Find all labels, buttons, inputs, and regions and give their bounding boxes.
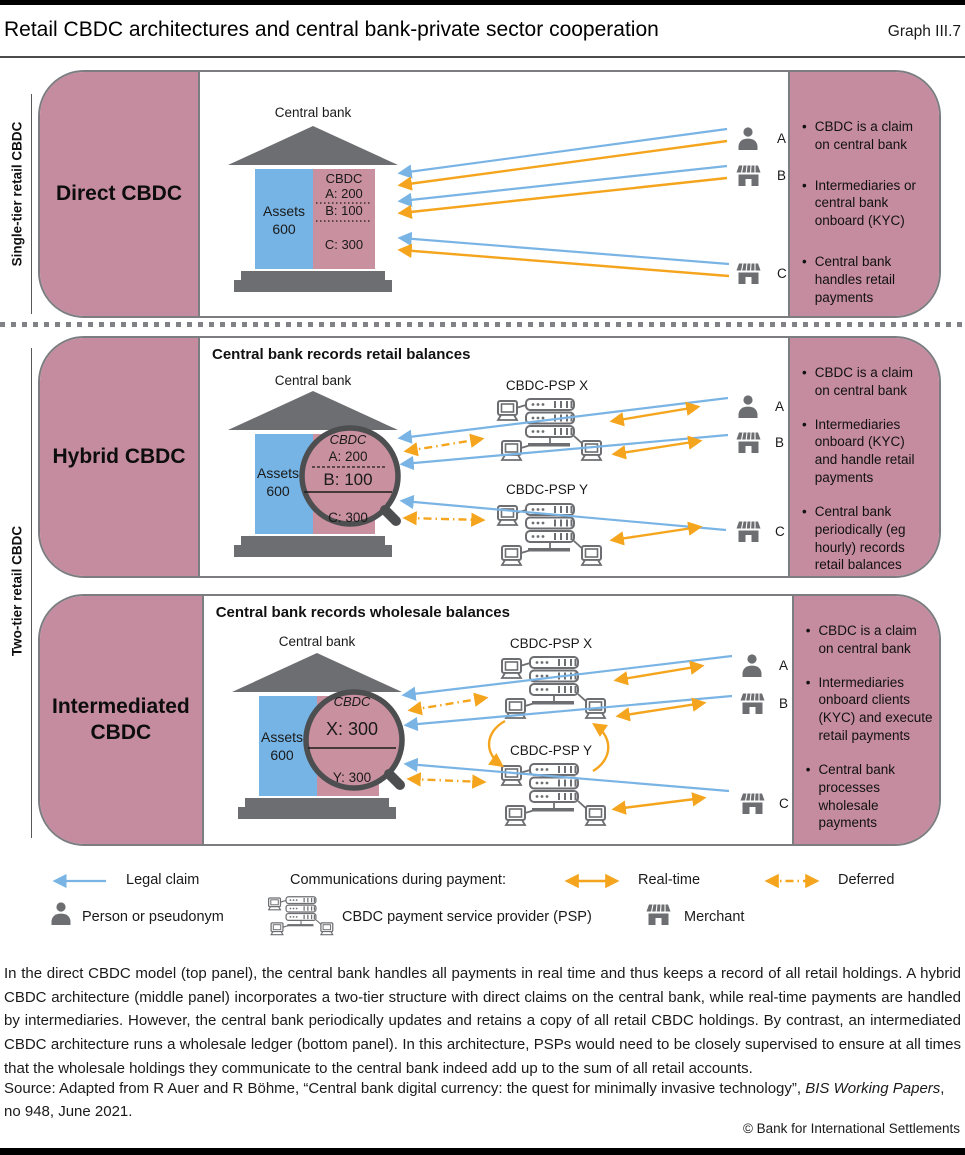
panel-hybrid-bullets bbox=[788, 338, 939, 576]
legal-claim-arrow-icon bbox=[46, 874, 110, 888]
central-bank-building-icon bbox=[228, 126, 398, 292]
psp-x-label: CBDC-PSP X bbox=[505, 378, 589, 393]
real-time-arrow bbox=[613, 407, 697, 421]
legend-deferred-label: Deferred bbox=[838, 872, 895, 888]
bullet-item: • Central bank periodically (eg hourly) records retail balances bbox=[802, 503, 931, 574]
real-time-arrow bbox=[613, 527, 699, 540]
legal-claim-arrow bbox=[401, 129, 727, 173]
participant-b-label: B bbox=[778, 696, 788, 711]
person-icon bbox=[739, 127, 758, 150]
legend bbox=[38, 862, 941, 952]
panel-intermediated-title: Intermediated CBDC bbox=[40, 596, 204, 844]
participant-a-label: A bbox=[775, 399, 785, 414]
legend-merchant-label: Merchant bbox=[684, 909, 745, 925]
ledger-row-a: A: 200 bbox=[325, 186, 363, 201]
bullet-item: • Intermediaries or central bank onboard (KYC) bbox=[802, 177, 931, 230]
merchant-icon bbox=[740, 694, 764, 715]
ledger-row-c: C: 300 bbox=[324, 237, 364, 252]
real-time-arrow bbox=[615, 798, 703, 809]
intermediated-cbdc-diagram bbox=[204, 596, 792, 844]
bullet-item: • Intermediaries onboard clients (KYC) and execute retail payments bbox=[806, 674, 935, 745]
merchant-icon bbox=[737, 522, 761, 543]
legend-psp-label: CBDC payment service provider (PSP) bbox=[342, 909, 592, 925]
legend-real-time-label: Real-time bbox=[638, 872, 701, 888]
deferred-arrow-icon bbox=[758, 874, 826, 888]
page-title: Retail CBDC architectures and central bank-private sector cooperation bbox=[4, 18, 659, 41]
source-note: Source: Adapted from R Auer and R Böhme, “Central bank digital currency: the quest for minimally invasive technology”, BIS Working Papers, no 948, June 2021. bbox=[4, 1080, 945, 1120]
panel-direct-diagram-area bbox=[200, 72, 788, 316]
panel-intermediated-subtitle: Central bank records wholesale balances bbox=[215, 604, 510, 621]
single-tier-bracket bbox=[31, 94, 33, 314]
merchant-icon bbox=[737, 166, 761, 187]
bullet-item: • Intermediaries onboard (KYC) and handle retail payments bbox=[802, 416, 931, 487]
central-bank-label: Central bank bbox=[274, 373, 352, 388]
wholesale-cycle-arrow bbox=[593, 725, 608, 771]
merchant-icon bbox=[737, 433, 761, 454]
bullet-item: • Central bank handles retail payments bbox=[802, 253, 931, 306]
deferred-arrow bbox=[410, 779, 483, 782]
real-time-arrow bbox=[401, 250, 729, 276]
wholesale-cycle-arrow bbox=[489, 721, 505, 765]
panel-intermediated-diagram-area bbox=[204, 596, 792, 844]
assets-label: Assets bbox=[262, 203, 306, 219]
panel-intermediated-bullets bbox=[792, 596, 941, 844]
person-icon bbox=[742, 654, 761, 677]
psp-y-label: CBDC-PSP Y bbox=[505, 482, 589, 497]
bullet-item: • CBDC is a claim on central bank bbox=[802, 118, 931, 154]
psp-icon bbox=[268, 896, 334, 936]
top-rule-bar bbox=[0, 0, 965, 5]
graph-number-label: Graph III.7 bbox=[887, 23, 961, 40]
header bbox=[4, 18, 961, 42]
panel-hybrid-subtitle: Central bank records retail balances bbox=[212, 346, 471, 363]
legend-legal-claim-label: Legal claim bbox=[126, 872, 200, 888]
legal-claim-arrow bbox=[401, 238, 729, 264]
psp-y-label: CBDC-PSP Y bbox=[509, 743, 592, 758]
participant-a-label: A bbox=[777, 131, 787, 146]
panel-hybrid-title: Hybrid CBDC bbox=[40, 338, 200, 576]
lens-row-x: X: 300 bbox=[325, 719, 378, 739]
lens-row-a: A: 200 bbox=[328, 449, 368, 464]
title-underline bbox=[0, 56, 965, 58]
tier-separator-dashed-line bbox=[0, 322, 965, 327]
panel-intermediated-cbdc bbox=[38, 594, 941, 846]
participant-b-label: B bbox=[775, 435, 785, 450]
bullet-item: • Central bank processes wholesale payments bbox=[806, 761, 935, 832]
lens-ledger-title: CBDC bbox=[329, 432, 367, 447]
single-tier-label: Single-tier retail CBDC bbox=[9, 121, 24, 267]
lens-row-y: Y: 300 bbox=[332, 770, 371, 785]
legal-claim-arrow bbox=[407, 696, 732, 725]
two-tier-bracket bbox=[31, 348, 33, 838]
single-tier-rail bbox=[0, 70, 33, 318]
bullet-item: • CBDC is a claim on central bank bbox=[806, 622, 935, 658]
participant-a-label: A bbox=[778, 658, 788, 673]
merchant-icon bbox=[645, 903, 672, 925]
central-bank-label: Central bank bbox=[274, 105, 352, 120]
figure-caption-text: In the direct CBDC model (top panel), the central bank handles all payments in real time and thus keeps a record of all retail holdings. A hybrid CBDC architecture (middle panel) incorporates a two-tier structure with direct claims on the central bank, while real-time payments are handled by intermediaries. However, the central bank periodically updates and retains a copy of all retail CBDC holdings. By contrast, an intermediated CBDC architecture runs a wholesale ledger (bottom panel). In this architecture, PSPs would need to be closely supervised to ensure at all times that the wholesale holdings they communicate to the central bank indeed add up to the sum of all retail accounts. bbox=[4, 965, 961, 1077]
assets-label: Assets bbox=[260, 729, 303, 745]
assets-value: 600 bbox=[272, 221, 296, 237]
panel-hybrid-diagram-area bbox=[200, 338, 788, 576]
two-tier-rail bbox=[0, 336, 33, 846]
assets-value: 600 bbox=[270, 747, 294, 763]
psp-x-label: CBDC-PSP X bbox=[509, 636, 592, 651]
deferred-arrow bbox=[406, 518, 482, 520]
panel-direct-title: Direct CBDC bbox=[40, 72, 200, 316]
participant-c-label: C bbox=[778, 796, 789, 811]
person-icon bbox=[739, 395, 758, 418]
merchant-icon bbox=[737, 264, 761, 285]
ledger-row-b: B: 100 bbox=[325, 203, 363, 218]
two-tier-label: Two-tier retail CBDC bbox=[9, 525, 24, 657]
central-bank-label: Central bank bbox=[278, 634, 355, 649]
legend-person-label: Person or pseudonym bbox=[82, 909, 224, 925]
panel-hybrid-cbdc bbox=[38, 336, 941, 578]
merchant-icon bbox=[740, 794, 764, 815]
participant-b-label: B bbox=[777, 168, 787, 183]
deferred-arrow bbox=[411, 698, 485, 710]
person-icon bbox=[50, 902, 72, 925]
copyright-notice: © Bank for International Settlements bbox=[742, 1121, 960, 1136]
panel-direct-cbdc bbox=[38, 70, 941, 318]
lens-ledger-title: CBDC bbox=[333, 694, 371, 709]
real-time-arrow bbox=[401, 141, 727, 185]
hybrid-cbdc-diagram bbox=[200, 338, 788, 576]
bullet-item: • CBDC is a claim on central bank bbox=[802, 364, 931, 400]
real-time-arrow-icon bbox=[558, 874, 626, 888]
lens-row-c: C: 300 bbox=[328, 510, 368, 525]
legal-claim-arrow bbox=[403, 435, 728, 464]
ledger-title: CBDC bbox=[325, 171, 363, 186]
assets-label: Assets bbox=[256, 465, 300, 481]
bottom-rule-bar bbox=[0, 1148, 965, 1155]
assets-value: 600 bbox=[266, 483, 290, 499]
participant-c-label: C bbox=[775, 524, 785, 539]
direct-cbdc-diagram bbox=[200, 72, 788, 316]
panel-direct-bullets bbox=[788, 72, 939, 316]
deferred-arrow bbox=[407, 439, 481, 451]
legend-communications-label: Communications during payment: bbox=[290, 872, 506, 888]
lens-row-b: B: 100 bbox=[323, 470, 373, 489]
participant-c-label: C bbox=[777, 266, 787, 281]
